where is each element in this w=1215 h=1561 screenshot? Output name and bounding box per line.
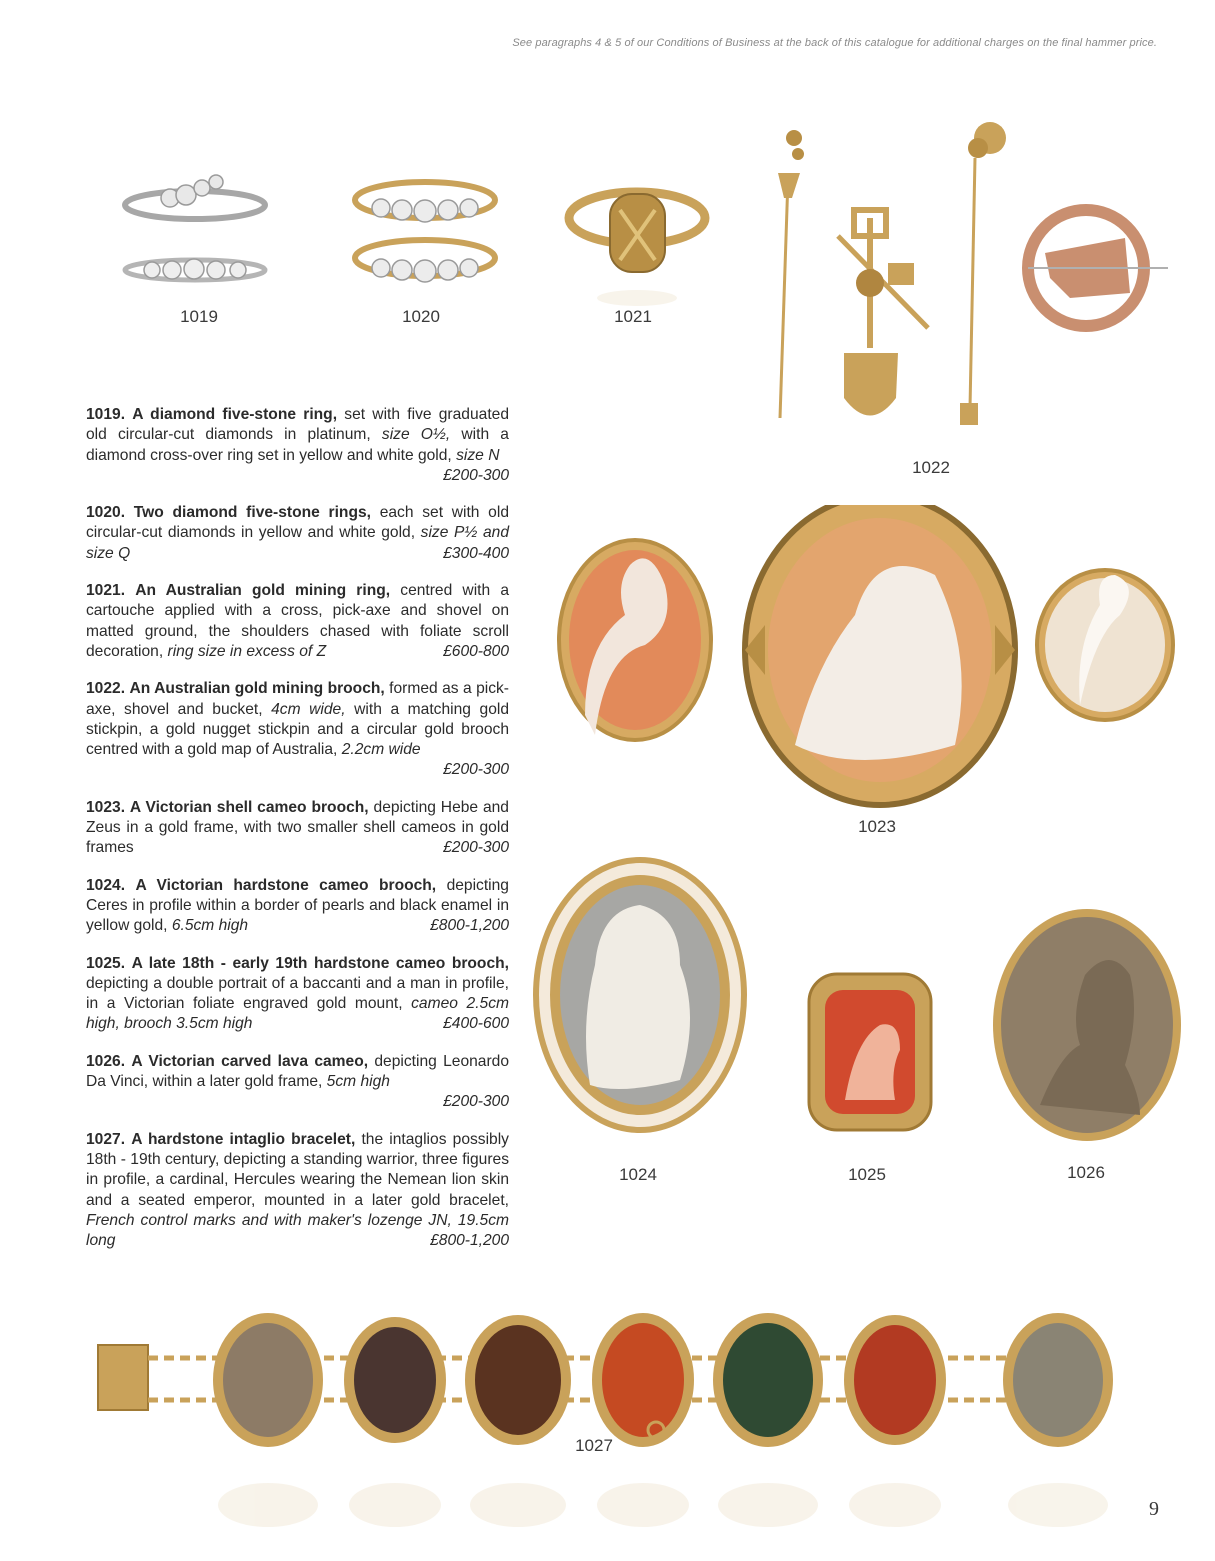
- label-1027: 1027: [575, 1436, 613, 1455]
- lot-size-2: and size Q: [86, 524, 509, 562]
- lot-1023-photo: [555, 505, 1190, 825]
- lot-estimate: £200-300: [443, 1093, 509, 1111]
- lot-text: each set with old circular-cut diamonds in yellow and white gold,: [86, 504, 509, 542]
- lot-1025-photo: [805, 970, 935, 1135]
- lot-text: the intaglios possibly 18th - 19th century, depicting a standing warrior, three figures in profile, a cardinal, Hercules wearing the Nemean lion skin and a seated emperor, mounted in a later gold bracelet,: [86, 1130, 509, 1209]
- lot-text: formed as a pick-axe, shovel and bucket,: [86, 680, 509, 718]
- lot-size: 5cm high: [326, 1073, 390, 1091]
- lot-1023: [86, 798, 509, 859]
- lot-1025: [86, 954, 509, 1035]
- label-1020: 1020: [402, 307, 440, 326]
- lot-estimate: £600-800: [443, 642, 509, 660]
- lot-estimate: £400-600: [443, 1015, 509, 1033]
- label-1023: 1023: [858, 817, 896, 836]
- lot-size: 6.5cm high: [171, 917, 249, 935]
- lot-title: An Australian gold mining brooch,: [129, 680, 385, 698]
- lot-size: cameo 2.5cm high, brooch 3.5cm high: [86, 995, 509, 1033]
- lot-title: A Victorian hardstone cameo brooch,: [135, 876, 437, 894]
- lot-size: ring size in excess of Z: [167, 642, 327, 660]
- lot-number: 1022.: [86, 680, 126, 698]
- lot-text: depicting a double portrait of a baccanti and a man in profile, in a Victorian foliate engraved gold mount,: [86, 974, 509, 1013]
- lot-1019: [86, 405, 509, 486]
- lot-size-2: 2.2cm wide: [341, 741, 421, 759]
- lot-title: Two diamond five-stone rings,: [133, 504, 371, 522]
- lot-size-2: size N: [456, 446, 500, 464]
- lot-1021: [86, 581, 509, 662]
- lot-1021-photo: [560, 180, 715, 310]
- label-1026: 1026: [1067, 1163, 1105, 1182]
- lot-estimate: £200-300: [443, 466, 509, 484]
- lot-number: 1020.: [86, 504, 126, 522]
- lot-size: French control marks and with maker's lozenge JN, 19.5cm long: [86, 1211, 509, 1250]
- lot-estimate: £300-400: [443, 544, 509, 562]
- lot-1020-photo: [345, 170, 505, 295]
- lot-title: A diamond five-stone ring,: [132, 406, 338, 423]
- lot-title: A hardstone intaglio bracelet,: [131, 1130, 356, 1148]
- lot-1027-photo: [90, 1300, 1150, 1530]
- lot-1022: [86, 679, 509, 780]
- lot-estimate: £800-1,200: [430, 1232, 509, 1250]
- lot-number: 1027.: [86, 1130, 126, 1148]
- label-1019: 1019: [180, 307, 218, 326]
- lot-1027: [86, 1130, 509, 1252]
- lot-title: An Australian gold mining ring,: [135, 582, 391, 600]
- lot-size: 4cm wide,: [271, 700, 346, 718]
- lot-number: 1025.: [86, 954, 126, 972]
- lot-number: 1019.: [86, 406, 126, 423]
- lot-1024: [86, 876, 509, 937]
- lot-size: size P½: [420, 524, 478, 542]
- lot-descriptions: [86, 405, 509, 1268]
- lot-text-2: with a diamond cross-over ring set in yellow and white gold,: [86, 426, 509, 464]
- lot-1026-photo: [990, 905, 1185, 1145]
- lot-1019-photo: [110, 150, 280, 295]
- lot-text: depicting Ceres in profile within a border of pearls and black enamel in yellow gold,: [86, 876, 509, 935]
- lot-number: 1023.: [86, 798, 126, 816]
- label-1024: 1024: [619, 1165, 657, 1184]
- header-note: See paragraphs 4 & 5 of our Conditions of Business at the back of this catalogue for additional charges on the final hammer price.: [512, 37, 1157, 49]
- lot-text: depicting Hebe and Zeus in a gold frame, with two smaller shell cameos in gold frames: [86, 798, 509, 857]
- lot-estimate: £800-1,200: [430, 917, 509, 935]
- label-1021: 1021: [614, 307, 652, 326]
- lot-title: A Victorian shell cameo brooch,: [129, 798, 369, 816]
- lot-1024-photo: [530, 855, 750, 1140]
- lot-1020: [86, 503, 509, 564]
- lot-text: set with five graduated old circular-cut diamonds in platinum,: [86, 406, 509, 444]
- lot-text-2: with a matching gold stickpin, a gold nugget stickpin and a circular gold brooch centred with a gold map of Australia,: [86, 700, 509, 759]
- lot-number: 1021.: [86, 582, 126, 600]
- page-number: 9: [1149, 1498, 1159, 1520]
- lot-text: depicting Leonardo Da Vinci, within a later gold frame,: [86, 1052, 509, 1091]
- label-1022: 1022: [912, 458, 950, 477]
- lot-title: A Victorian carved lava cameo,: [131, 1052, 369, 1070]
- lot-1026: [86, 1052, 509, 1113]
- lot-text: centred with a cartouche applied with a cross, pick-axe and shovel on matted ground, the shoulders chased with foliate scroll decoration,: [86, 582, 509, 660]
- lot-size: size O½,: [381, 426, 451, 444]
- lot-estimate: £200-300: [443, 839, 509, 857]
- lot-estimate: £200-300: [443, 761, 509, 779]
- lot-number: 1026.: [86, 1052, 126, 1070]
- lot-1022-photo: [770, 118, 1170, 443]
- label-1025: 1025: [848, 1165, 886, 1184]
- lot-title: A late 18th - early 19th hardstone cameo brooch,: [131, 954, 509, 972]
- lot-number: 1024.: [86, 876, 126, 894]
